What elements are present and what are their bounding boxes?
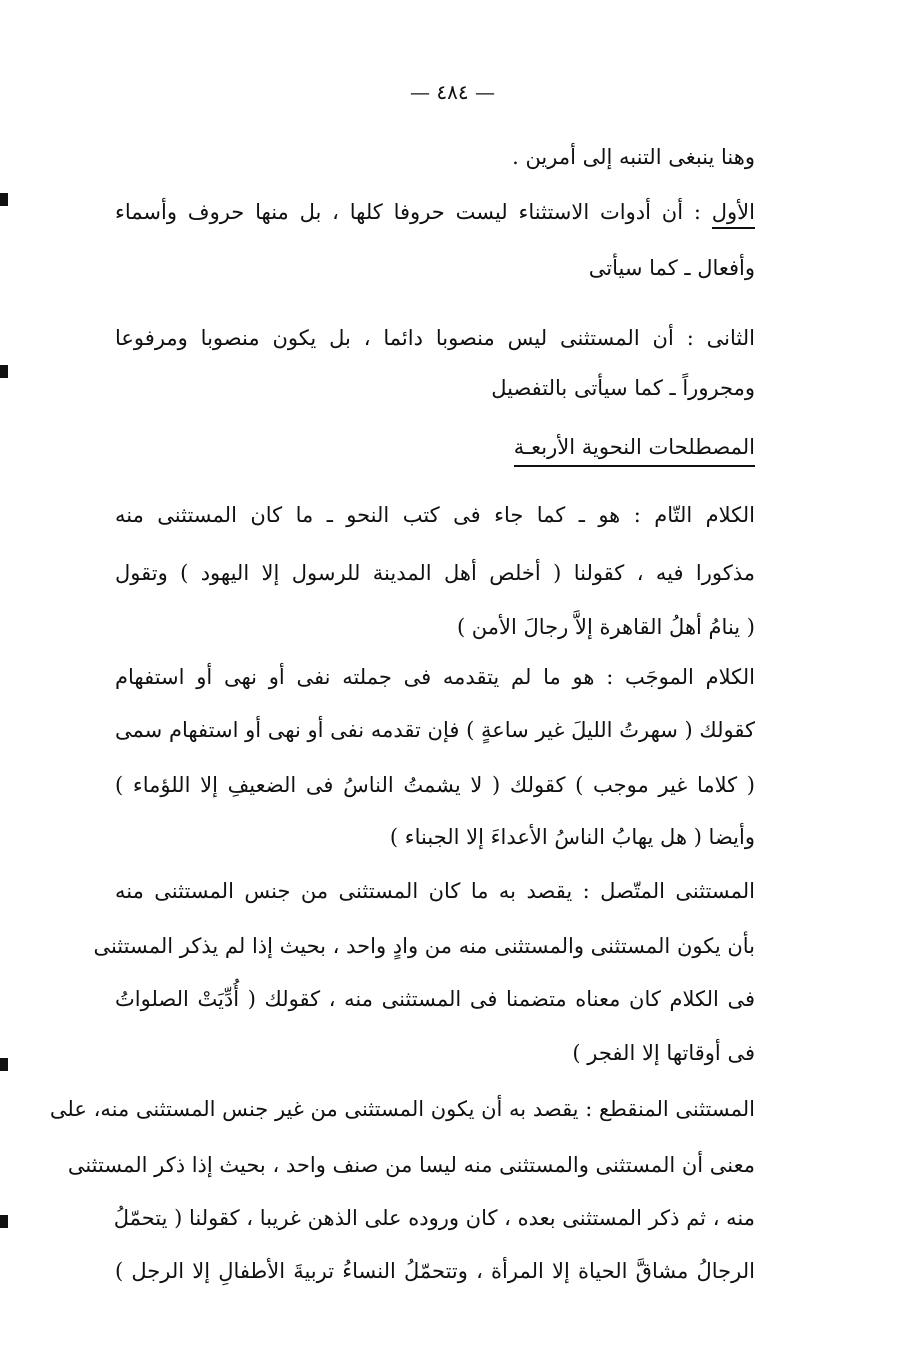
text-line-negative-example: ( كلاما غير موجب ) كقولك ( لا يشمتُ الناسُ فى الضعيفِ إلا اللؤماء ) — [115, 773, 755, 797]
text-line-disconnected-exception-example: الرجالُ مشاقَّ الحياة إلا المرأة ، وتتحمّلُ النساءُ تربيةَ الأطفالِ إلا الرجل ) — [115, 1259, 755, 1283]
text-line-disconnected-exception: المستثنى المنقطع : يقصد به أن يكون المستثنى من غير جنس المستثنى منه، على — [49, 1097, 755, 1121]
text-line-first-point-cont: وأفعال ـ كما سيأتى — [588, 256, 755, 280]
text-line-affirmative-example: كقولك ( سهرتُ الليلَ غير ساعةٍ ) فإن تقدمه نفى أو نهى أو استفهام سمى — [115, 718, 755, 742]
text-line-connected-exception-def: بأن يكون المستثنى والمستثنى منه من وادٍ واحد ، بحيث إذا لم يذكر المستثنى — [93, 934, 755, 958]
section-heading — [115, 432, 755, 462]
binding-mark — [0, 1215, 8, 1228]
binding-mark — [0, 193, 8, 206]
text-line-connected-exception: المستثنى المتّصل : يقصد به ما كان المستثنى من جنس المستثنى منه — [115, 879, 755, 903]
page-number: — ٤٨٤ — — [410, 80, 495, 104]
text-line-first-point — [115, 197, 755, 227]
text-line-disconnected-exception-cont: منه ، ثم ذكر المستثنى بعده ، كان وروده على الذهن غريبا ، كقولنا ( يتحمّلُ — [113, 1206, 755, 1230]
text-line-complete-speech-example: مذكورا فيه ، كقولنا ( أخلص أهل المدينة للرسول إلا اليهود ) وتقول — [115, 561, 755, 585]
binding-mark — [0, 365, 8, 378]
text-line-complete-speech-example-2: ( ينامُ أهلُ القاهرة إلاَّ رجالَ الأمن ) — [456, 615, 755, 639]
section-heading-text: المصطلحات النحوية الأربعـة — [514, 435, 755, 467]
text-line-affirmative-speech: الكلام الموجَب : هو ما لم يتقدمه فى جملته نفى أو نهى أو استفهام — [115, 665, 755, 689]
text-line-complete-speech: الكلام التّام : هو ـ كما جاء فى كتب النحو ـ ما كان المستثنى منه — [115, 503, 755, 527]
binding-mark — [0, 1058, 8, 1071]
text-line-question-example: وأيضا ( هل يهابُ الناسُ الأعداءَ إلا الجبناء ) — [389, 825, 755, 849]
text-line-intro: وهنا ينبغى التنبه إلى أمرين . — [512, 145, 755, 169]
term-first: الأول — [712, 200, 755, 229]
text-line-connected-exception-example-2: فى أوقاتها إلا الفجر ) — [572, 1041, 755, 1065]
text-first-point-body: : أن أدوات الاستثناء ليست حروفا كلها ، بل منها حروف وأسماء — [115, 200, 701, 224]
text-line-second-point: الثانى : أن المستثنى ليس منصوبا دائما ، بل يكون منصوبا ومرفوعا — [115, 326, 755, 350]
text-line-second-point-cont: ومجروراً ـ كما سيأتى بالتفصيل — [491, 376, 755, 400]
text-line-connected-exception-example: فى الكلام كان معناه متضمنا فى المستثنى منه ، كقولك ( أُدِّيَتْ الصلواتُ — [115, 987, 755, 1011]
text-line-disconnected-exception-def: معنى أن المستثنى والمستثنى منه ليسا من صنف واحد ، بحيث إذا ذكر المستثنى — [67, 1153, 755, 1177]
